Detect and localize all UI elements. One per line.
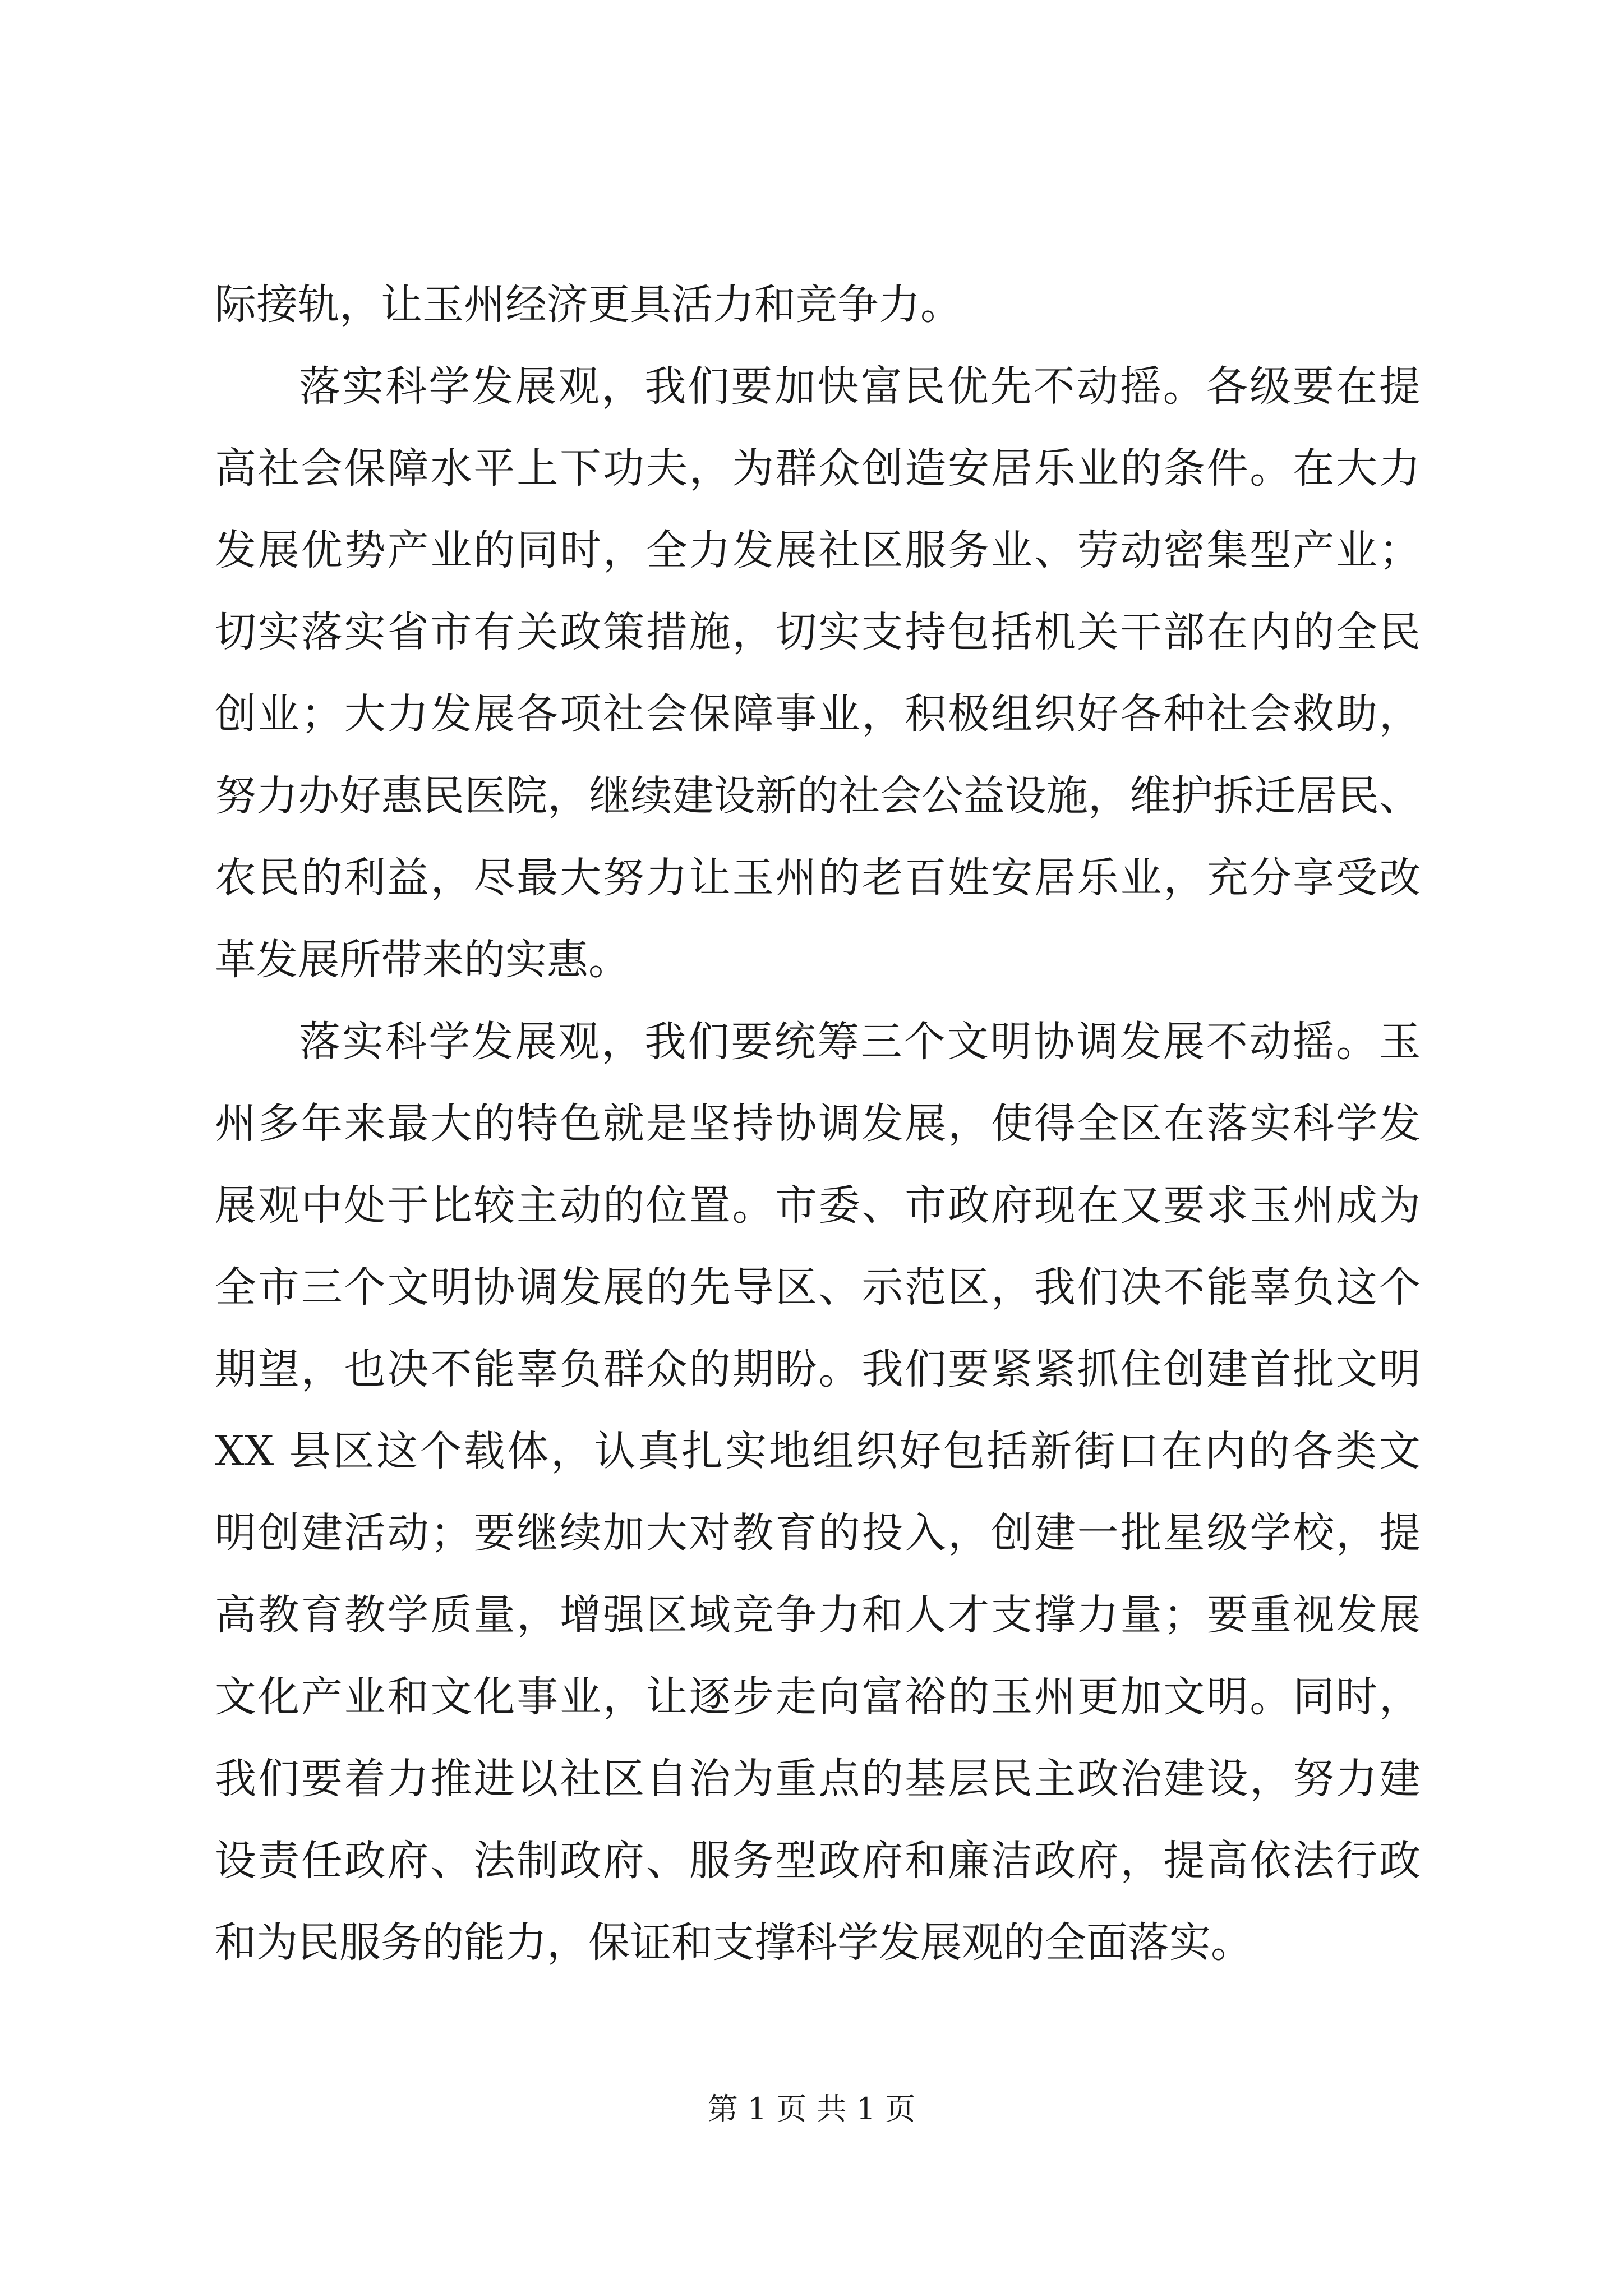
text-line: 州多年来最大的特色就是坚持协调发展，使得全区在落实科学发	[215, 1099, 1421, 1148]
text-line: XX 县区这个载体，认真扎实地组织好包括新街口在内的各类文	[215, 1427, 1421, 1475]
text-line: 革发展所带来的实惠。	[215, 936, 630, 984]
text-line: 高社会保障水平上下功夫，为群众创造安居乐业的条件。在大力	[215, 444, 1421, 493]
text-line: 农民的利益，尽最大努力让玉州的老百姓安居乐业，充分享受改	[215, 854, 1421, 902]
paragraph-first-line: 落实科学发展观，我们要加快富民优先不动摇。各级要在提	[299, 362, 1421, 411]
text-line: 全市三个文明协调发展的先导区、示范区，我们决不能辜负这个	[215, 1263, 1421, 1312]
text-line: 期望，也决不能辜负群众的期盼。我们要紧紧抓住创建首批文明	[215, 1345, 1421, 1393]
text-line: 高教育教学质量，增强区域竞争力和人才支撑力量；要重视发展	[215, 1591, 1421, 1639]
text-line: 际接轨，让玉州经济更具活力和竞争力。	[215, 280, 962, 329]
text-line: 切实落实省市有关政策措施，切实支持包括机关干部在内的全民	[215, 608, 1421, 656]
text-line: 明创建活动；要继续加大对教育的投入，创建一批星级学校，提	[215, 1509, 1421, 1557]
paragraph-first-line: 落实科学发展观，我们要统筹三个文明协调发展不动摇。玉	[299, 1018, 1421, 1066]
text-line: 和为民服务的能力，保证和支撑科学发展观的全面落实。	[215, 1918, 1252, 1967]
text-line: 展观中处于比较主动的位置。市委、市政府现在又要求玉州成为	[215, 1181, 1421, 1230]
text-line: 创业；大力发展各项社会保障事业，积极组织好各种社会救助，	[215, 690, 1421, 738]
text-line: 努力办好惠民医院，继续建设新的社会公益设施，维护拆迁居民、	[215, 772, 1421, 820]
page-footer: 第 1 页 共 1 页	[707, 2091, 916, 2127]
text-line: 文化产业和文化事业，让逐步走向富裕的玉州更加文明。同时，	[215, 1673, 1421, 1721]
body-text	[215, 264, 1421, 1984]
text-line: 我们要着力推进以社区自治为重点的基层民主政治建设，努力建	[215, 1755, 1421, 1803]
text-line: 发展优势产业的同时，全力发展社区服务业、劳动密集型产业；	[215, 526, 1421, 574]
text-line: 设责任政府、法制政府、服务型政府和廉洁政府，提高依法行政	[215, 1837, 1421, 1885]
